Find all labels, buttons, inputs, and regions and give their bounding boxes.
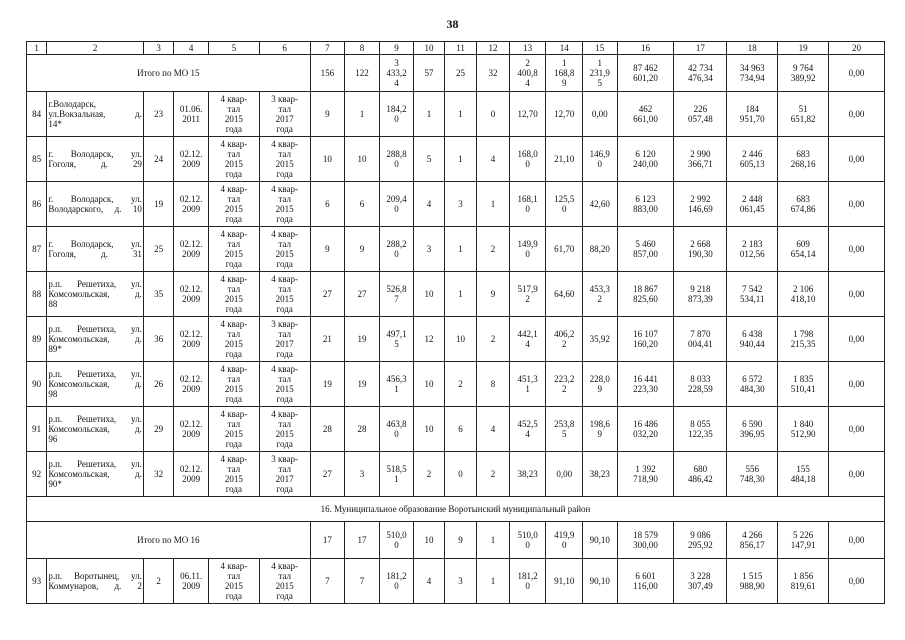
table-cell: 4: [414, 182, 444, 227]
address-cell: р.п. Решетиха, ул. Комсомольская, д. 89*: [47, 317, 144, 362]
total-cell: 510,0 0: [379, 522, 414, 559]
table-cell: 253,8 5: [546, 407, 583, 452]
total-cell: 17: [345, 522, 380, 559]
total-cell: 3 433,2 4: [379, 55, 414, 92]
table-cell: 92: [27, 452, 47, 497]
total-cell: 4 266 856,17: [727, 522, 778, 559]
table-cell: 1: [477, 559, 510, 604]
page-number: 38: [446, 17, 459, 31]
table-cell: 1 798 215,35: [778, 317, 829, 362]
total-label: Итого по МО 16: [27, 522, 311, 559]
table-cell: 8 055 122,35: [674, 407, 727, 452]
address-cell: г. Володарск, ул. Володарского, д. 10: [47, 182, 144, 227]
table-cell: 27: [310, 452, 345, 497]
column-number-cell: 2: [47, 42, 144, 55]
table-cell: 3: [444, 182, 477, 227]
table-cell: 3 квар- тал 2017 года: [259, 92, 310, 137]
table-cell: 181,2 0: [379, 559, 414, 604]
total-row-mo16: [27, 522, 885, 559]
total-cell: 0,00: [828, 522, 884, 559]
table-cell: 19: [345, 317, 380, 362]
column-number-cell: 6: [259, 42, 310, 55]
table-cell: 19: [345, 362, 380, 407]
table-row: [27, 317, 885, 362]
table-cell: 24: [143, 137, 173, 182]
table-cell: 4 квар- тал 2015 года: [208, 407, 259, 452]
table-cell: 12: [414, 317, 444, 362]
table-cell: 02.12. 2009: [174, 407, 209, 452]
table-cell: 4 квар- тал 2015 года: [208, 317, 259, 362]
table-cell: 23: [143, 92, 173, 137]
table-cell: 680 486,42: [674, 452, 727, 497]
column-number-cell: 15: [582, 42, 617, 55]
section-row: [27, 497, 885, 522]
table-cell: 6 438 940,44: [727, 317, 778, 362]
table-cell: 442,1 4: [509, 317, 546, 362]
table-cell: 0,00: [828, 362, 884, 407]
address-cell: г. Володарск, ул. Гоголя, д. 31: [47, 227, 144, 272]
table-cell: 6 120 240,00: [617, 137, 674, 182]
table-cell: 6: [310, 182, 345, 227]
column-number-cell: 18: [727, 42, 778, 55]
table-cell: 6 601 116,00: [617, 559, 674, 604]
table-cell: 93: [27, 559, 47, 604]
table-cell: 463,8 0: [379, 407, 414, 452]
table-cell: 0,00: [828, 317, 884, 362]
table-cell: 2 448 061,45: [727, 182, 778, 227]
table-cell: 1: [444, 227, 477, 272]
table-cell: 2 106 418,10: [778, 272, 829, 317]
table-cell: 9: [310, 227, 345, 272]
table-row: [27, 407, 885, 452]
table-cell: 4 квар- тал 2015 года: [208, 272, 259, 317]
table-cell: 4: [477, 407, 510, 452]
table-cell: 51 651,82: [778, 92, 829, 137]
table-cell: 3: [345, 452, 380, 497]
column-number-cell: 10: [414, 42, 444, 55]
table-cell: 3: [444, 559, 477, 604]
table-cell: 7 542 534,11: [727, 272, 778, 317]
column-number-cell: 7: [310, 42, 345, 55]
table-cell: 683 674,86: [778, 182, 829, 227]
table-cell: 518,5 1: [379, 452, 414, 497]
table-cell: 288,2 0: [379, 227, 414, 272]
total-cell: 122: [345, 55, 380, 92]
table-cell: 556 748,30: [727, 452, 778, 497]
total-cell: 9: [444, 522, 477, 559]
table-cell: 146,9 0: [582, 137, 617, 182]
table-cell: 16 107 160,20: [617, 317, 674, 362]
table-cell: 2: [477, 317, 510, 362]
table-cell: 223,2 2: [546, 362, 583, 407]
column-number-cell: 17: [674, 42, 727, 55]
table-cell: 61,70: [546, 227, 583, 272]
total-cell: 2 400,8 4: [509, 55, 546, 92]
table-cell: 0,00: [828, 182, 884, 227]
table-cell: 1 835 510,41: [778, 362, 829, 407]
table-cell: 609 654,14: [778, 227, 829, 272]
table-cell: 16 486 032,20: [617, 407, 674, 452]
table-cell: 4 квар- тал 2015 года: [208, 362, 259, 407]
table-cell: 10: [310, 137, 345, 182]
table-cell: 149,9 0: [509, 227, 546, 272]
table-cell: 87: [27, 227, 47, 272]
table-row: [27, 559, 885, 604]
table-cell: 88: [27, 272, 47, 317]
table-cell: 0: [477, 92, 510, 137]
table-cell: 28: [310, 407, 345, 452]
housing-program-table: [26, 41, 885, 604]
table-cell: 155 484,18: [778, 452, 829, 497]
table-cell: 10: [414, 362, 444, 407]
table-cell: 406,2 2: [546, 317, 583, 362]
table-cell: 10: [444, 317, 477, 362]
table-cell: 12,70: [509, 92, 546, 137]
table-cell: 4 квар- тал 2015 года: [208, 92, 259, 137]
table-cell: 25: [143, 227, 173, 272]
table-cell: 0,00: [828, 272, 884, 317]
table-cell: 4 квар- тал 2015 года: [208, 227, 259, 272]
table-cell: 452,5 4: [509, 407, 546, 452]
table-cell: 226 057,48: [674, 92, 727, 137]
table-cell: 89: [27, 317, 47, 362]
table-cell: 9: [477, 272, 510, 317]
table-cell: 02.12. 2009: [174, 272, 209, 317]
table-cell: 64,60: [546, 272, 583, 317]
table-cell: 4 квар- тал 2015 года: [259, 227, 310, 272]
table-row: [27, 362, 885, 407]
table-cell: 1 392 718,90: [617, 452, 674, 497]
table-cell: 27: [345, 272, 380, 317]
table-cell: 168,1 0: [509, 182, 546, 227]
total-cell: 9 086 295,92: [674, 522, 727, 559]
total-cell: 57: [414, 55, 444, 92]
table-cell: 2: [477, 227, 510, 272]
table-cell: 4 квар- тал 2015 года: [259, 182, 310, 227]
table-cell: 4 квар- тал 2015 года: [259, 272, 310, 317]
table-cell: 1: [444, 272, 477, 317]
table-cell: 0,00: [828, 227, 884, 272]
table-cell: 1 515 988,90: [727, 559, 778, 604]
table-cell: 2 183 012,56: [727, 227, 778, 272]
table-cell: 2: [143, 559, 173, 604]
table-cell: 42,60: [582, 182, 617, 227]
table-cell: 228,0 9: [582, 362, 617, 407]
table-cell: 10: [414, 272, 444, 317]
table-cell: 4 квар- тал 2015 года: [208, 452, 259, 497]
table-cell: 4: [414, 559, 444, 604]
total-cell: 17: [310, 522, 345, 559]
table-cell: 0,00: [582, 92, 617, 137]
table-cell: 1 856 819,61: [778, 559, 829, 604]
table-cell: 6 572 484,30: [727, 362, 778, 407]
table-cell: 2 446 605,13: [727, 137, 778, 182]
table-cell: 0,00: [546, 452, 583, 497]
table-cell: 01.06. 2011: [174, 92, 209, 137]
table-cell: 184,2 0: [379, 92, 414, 137]
table-cell: 12,70: [546, 92, 583, 137]
table-cell: 0,00: [828, 407, 884, 452]
table-cell: 4 квар- тал 2015 года: [208, 137, 259, 182]
table-cell: 27: [310, 272, 345, 317]
total-cell: 42 734 476,34: [674, 55, 727, 92]
table-cell: 0,00: [828, 559, 884, 604]
table-cell: 462 661,00: [617, 92, 674, 137]
table-cell: 1: [345, 92, 380, 137]
table-cell: 26: [143, 362, 173, 407]
table-cell: 16 441 223,30: [617, 362, 674, 407]
column-number-cell: 20: [828, 42, 884, 55]
table-cell: 6 123 883,00: [617, 182, 674, 227]
column-number-cell: 14: [546, 42, 583, 55]
table-cell: 4 квар- тал 2015 года: [208, 559, 259, 604]
table-cell: 29: [143, 407, 173, 452]
table-row: [27, 92, 885, 137]
address-cell: г.Володарск, ул.Вокзальная, д. 14*: [47, 92, 144, 137]
table-cell: 90: [27, 362, 47, 407]
table-cell: 288,8 0: [379, 137, 414, 182]
total-cell: 25: [444, 55, 477, 92]
table-cell: 32: [143, 452, 173, 497]
table-cell: 02.12. 2009: [174, 137, 209, 182]
total-label: Итого по МО 15: [27, 55, 311, 92]
column-number-cell: 4: [174, 42, 209, 55]
table-cell: 02.12. 2009: [174, 362, 209, 407]
table-row: [27, 182, 885, 227]
table-cell: 1: [477, 182, 510, 227]
table-cell: 35: [143, 272, 173, 317]
table-cell: 10: [414, 407, 444, 452]
total-cell: 419,9 0: [546, 522, 583, 559]
table-cell: 18 867 825,60: [617, 272, 674, 317]
table-cell: 36: [143, 317, 173, 362]
table-cell: 3 228 307,49: [674, 559, 727, 604]
table-cell: 2 990 366,71: [674, 137, 727, 182]
table-cell: 91: [27, 407, 47, 452]
table-cell: 2: [414, 452, 444, 497]
table-cell: 3 квар- тал 2017 года: [259, 317, 310, 362]
table-cell: 1: [444, 137, 477, 182]
table-row: [27, 272, 885, 317]
address-cell: р.п. Решетиха, ул. Комсомольская, д. 98: [47, 362, 144, 407]
table-cell: 8 033 228,59: [674, 362, 727, 407]
table-cell: 184 951,70: [727, 92, 778, 137]
column-number-row: [27, 42, 885, 55]
total-cell: 10: [414, 522, 444, 559]
total-cell: 1 231,9 5: [582, 55, 617, 92]
table-cell: 2: [444, 362, 477, 407]
total-cell: 87 462 601,20: [617, 55, 674, 92]
table-cell: 2: [477, 452, 510, 497]
column-number-cell: 3: [143, 42, 173, 55]
table-cell: 0,00: [828, 92, 884, 137]
table-cell: 84: [27, 92, 47, 137]
address-cell: г. Володарск, ул. Гоголя, д. 29: [47, 137, 144, 182]
table-cell: 526,8 7: [379, 272, 414, 317]
table-cell: 0: [444, 452, 477, 497]
total-cell: 0,00: [828, 55, 884, 92]
table-cell: 91,10: [546, 559, 583, 604]
table-cell: 4: [477, 137, 510, 182]
table-cell: 2 992 146,69: [674, 182, 727, 227]
column-number-cell: 16: [617, 42, 674, 55]
table-cell: 19: [310, 362, 345, 407]
address-cell: р.п. Решетиха, ул. Комсомольская, д. 96: [47, 407, 144, 452]
total-cell: 32: [477, 55, 510, 92]
section-title: 16. Муниципальное образование Воротынский муниципальный район: [27, 497, 885, 522]
table-cell: 28: [345, 407, 380, 452]
address-cell: р.п. Решетиха, ул. Комсомольская, д. 90*: [47, 452, 144, 497]
table-cell: 456,3 1: [379, 362, 414, 407]
table-cell: 21: [310, 317, 345, 362]
total-row-mo15: [27, 55, 885, 92]
table-cell: 6: [345, 182, 380, 227]
table-cell: 02.12. 2009: [174, 182, 209, 227]
table-cell: 6: [444, 407, 477, 452]
table-cell: 7: [310, 559, 345, 604]
table-cell: 4 квар- тал 2015 года: [259, 362, 310, 407]
table-cell: 38,23: [582, 452, 617, 497]
table-cell: 0,00: [828, 452, 884, 497]
table-cell: 1: [414, 92, 444, 137]
column-number-cell: 19: [778, 42, 829, 55]
table-cell: 3: [414, 227, 444, 272]
table-cell: 90,10: [582, 559, 617, 604]
table-row: [27, 227, 885, 272]
column-number-cell: 13: [509, 42, 546, 55]
column-number-cell: 12: [477, 42, 510, 55]
table-cell: 4 квар- тал 2015 года: [259, 137, 310, 182]
table-cell: 7: [345, 559, 380, 604]
total-cell: 156: [310, 55, 345, 92]
column-number-cell: 11: [444, 42, 477, 55]
table-cell: 4 квар- тал 2015 года: [259, 407, 310, 452]
table-row: [27, 452, 885, 497]
table-cell: 497,1 5: [379, 317, 414, 362]
table-cell: 88,20: [582, 227, 617, 272]
address-cell: р.п. Воротынец, ул. Коммунаров, д. 2: [47, 559, 144, 604]
table-cell: 453,3 2: [582, 272, 617, 317]
table-cell: 3 квар- тал 2017 года: [259, 452, 310, 497]
table-cell: 451,3 1: [509, 362, 546, 407]
column-number-cell: 5: [208, 42, 259, 55]
table-cell: 168,0 0: [509, 137, 546, 182]
column-number-cell: 9: [379, 42, 414, 55]
table-cell: 38,23: [509, 452, 546, 497]
total-cell: 510,0 0: [509, 522, 546, 559]
table-cell: 0,00: [828, 137, 884, 182]
table-cell: 209,4 0: [379, 182, 414, 227]
table-cell: 21,10: [546, 137, 583, 182]
table-cell: 02.12. 2009: [174, 227, 209, 272]
table-cell: 19: [143, 182, 173, 227]
total-cell: 90,10: [582, 522, 617, 559]
table-cell: 02.12. 2009: [174, 452, 209, 497]
table-cell: 198,6 9: [582, 407, 617, 452]
table-cell: 85: [27, 137, 47, 182]
column-number-cell: 1: [27, 42, 47, 55]
table-cell: 06.11. 2009: [174, 559, 209, 604]
table-cell: 9: [310, 92, 345, 137]
total-cell: 9 764 389,92: [778, 55, 829, 92]
table-cell: 517,9 2: [509, 272, 546, 317]
table-cell: 35,92: [582, 317, 617, 362]
total-cell: 5 226 147,91: [778, 522, 829, 559]
table-cell: 1 840 512,90: [778, 407, 829, 452]
table-cell: 8: [477, 362, 510, 407]
table-cell: 6 590 396,95: [727, 407, 778, 452]
table-cell: 7 870 004,41: [674, 317, 727, 362]
table-cell: 4 квар- тал 2015 года: [208, 182, 259, 227]
table-cell: 5: [414, 137, 444, 182]
total-cell: 1 168,8 9: [546, 55, 583, 92]
table-cell: 02.12. 2009: [174, 317, 209, 362]
table-cell: 181,2 0: [509, 559, 546, 604]
table-cell: 9: [345, 227, 380, 272]
table-cell: 4 квар- тал 2015 года: [259, 559, 310, 604]
table-cell: 1: [444, 92, 477, 137]
table-cell: 9 218 873,39: [674, 272, 727, 317]
table-cell: 125,5 0: [546, 182, 583, 227]
table-cell: 2 668 190,30: [674, 227, 727, 272]
total-cell: 18 579 300,00: [617, 522, 674, 559]
total-cell: 34 963 734,94: [727, 55, 778, 92]
table-cell: 86: [27, 182, 47, 227]
table-cell: 683 268,16: [778, 137, 829, 182]
column-number-cell: 8: [345, 42, 380, 55]
table-row: [27, 137, 885, 182]
table-cell: 5 460 857,00: [617, 227, 674, 272]
total-cell: 1: [477, 522, 510, 559]
table-cell: 10: [345, 137, 380, 182]
address-cell: р.п. Решетиха, ул. Комсомольская, д. 88: [47, 272, 144, 317]
